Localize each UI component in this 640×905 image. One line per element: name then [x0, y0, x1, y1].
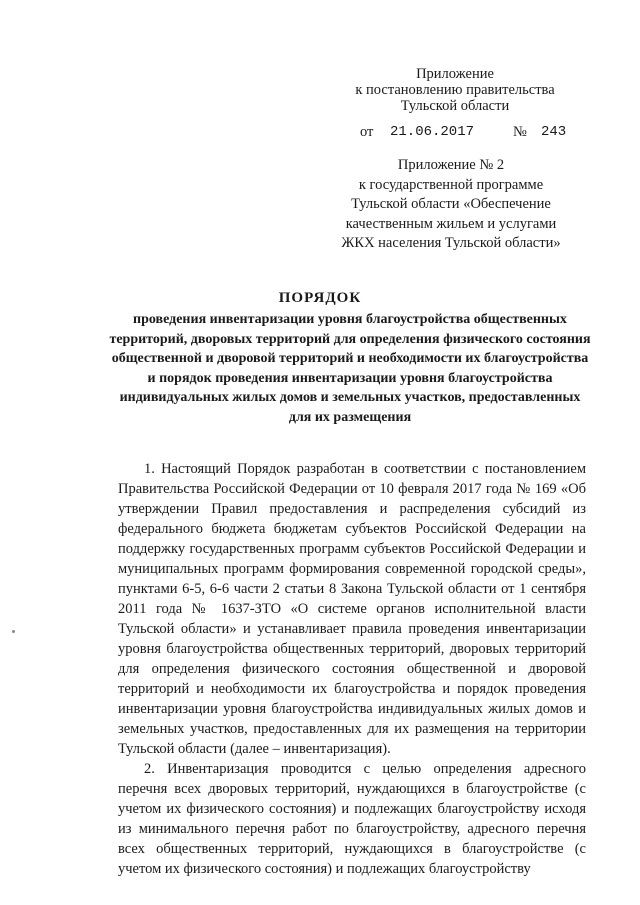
- number-sign: №: [513, 124, 527, 140]
- program-appendix-block: [335, 156, 567, 254]
- document-title: ПОРЯДОК: [278, 290, 362, 306]
- appendix-header-block: [350, 66, 560, 114]
- document-subtitle: проведения инвентаризации уровня благоустройства общественных территорий, дворовых территорий для определения физического состояния общественной и дворовой территорий и необходимости их благоустройства и порядок проведения инвентаризации уровня благоустройства индивидуальных жилых домов и земельных участков, предоставленных для их размещения: [109, 312, 591, 425]
- appendix-line: к постановлению правительства: [355, 82, 555, 98]
- date-prefix: от: [360, 124, 374, 140]
- appendix2-line: к государственной программе: [358, 176, 544, 193]
- resolution-date: 21.06.2017: [390, 124, 475, 140]
- scan-margin-mark: [12, 630, 15, 633]
- paragraph-1: 1. Настоящий Порядок разработан в соответствии с постановлением Правительства Российской Федерации от 10 февраля 2017 года № 169 «Об утверждении Правил предоставления и распределения субсидий из федерального бюджета бюджетам субъектов Российской Федерации на поддержку государственных программ субъектов Российской Федерации и муниципальных программ формирования современной городской среды», пунктами 6-5, 6-6 части 2 статьи 8 Закона Тульской области от 1 сентября 2011 года № 1637-ЗТО «О системе органов исполнительной власти Тульской области» и устанавливает правила проведения инвентаризации уровня благоустройства общественных территорий, дворовых территорий для определения физического состояния общественной и дворовой территорий и необходимости их благоустройства и порядок проведения инвентаризации уровня благоустройства индивидуальных жилых домов и земельных участков, предоставленных для их размещения на территории Тульской области (далее – инвентаризация).: [118, 461, 586, 757]
- appendix-line: Приложение: [416, 66, 494, 82]
- appendix2-line: качественным жильем и услугами: [345, 215, 557, 232]
- appendix2-line: Тульской области «Обеспечение: [351, 196, 551, 212]
- appendix2-line: ЖКХ населения Тульской области»: [341, 235, 561, 251]
- appendix-line: Тульской области: [400, 98, 510, 114]
- appendix2-line: Приложение № 2: [397, 157, 505, 173]
- document-body: [118, 459, 586, 879]
- resolution-number: 243: [541, 124, 567, 140]
- paragraph-2: 2. Инвентаризация проводится с целью определения адресного перечня всех дворовых территорий, нуждающихся в благоустройстве (с учетом их физического состояния) и подлежащих благоустройству исходя из минимального перечня работ по благоустройству, адресного перечня всех общественных территорий, нуждающихся в благоустройстве (с учетом их физического состояния) и подлежащих благоустройству: [118, 761, 586, 877]
